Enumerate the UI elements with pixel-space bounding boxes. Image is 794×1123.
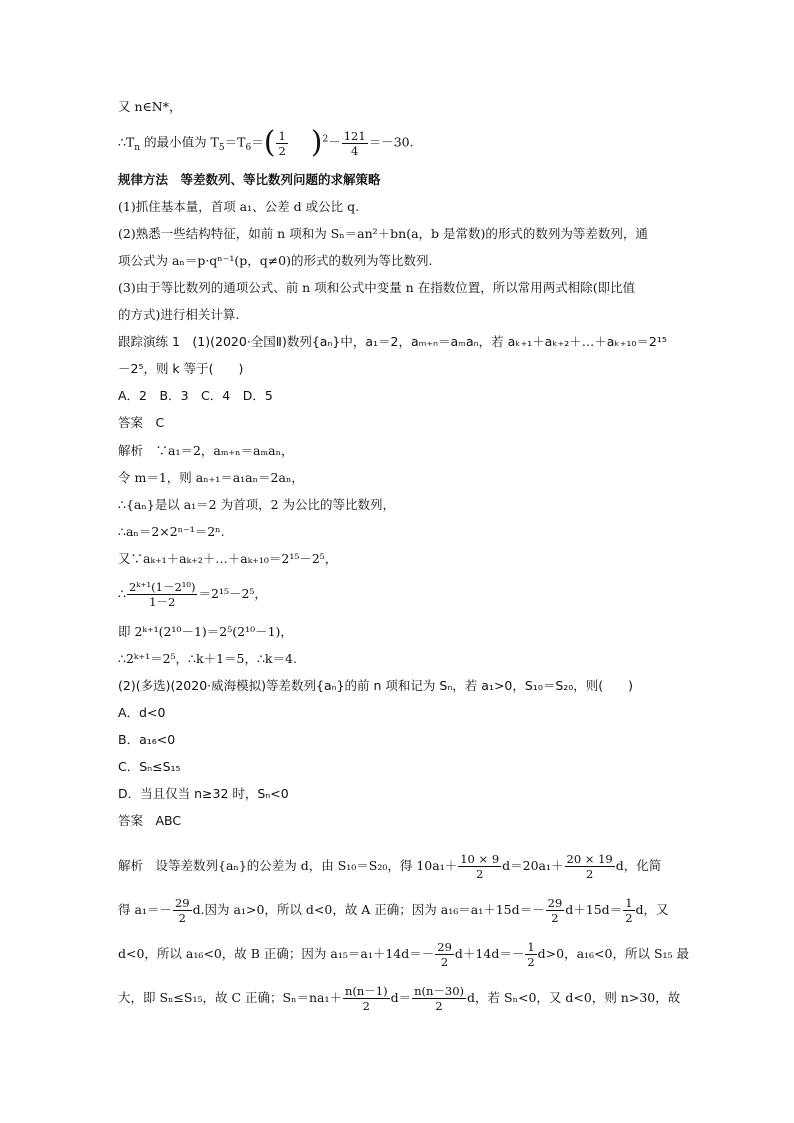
text-segment: ＝－30. <box>368 134 414 150</box>
denominator: 2 <box>278 143 286 158</box>
fraction <box>343 984 390 1013</box>
text-segment: d＝ <box>390 990 412 1005</box>
numerator: 1 <box>625 896 633 910</box>
numerator: 1 <box>527 940 535 954</box>
question-line: (2)(多选)(2020·威海模拟)等差数列{aₙ}的前 n 项和记为 Sₙ，若 a₁>0，S₁₀＝S₂₀，则( ) <box>118 678 634 693</box>
denominator: 2 <box>585 867 594 881</box>
numerator: 29 <box>437 940 452 954</box>
text-segment: 得 a₁＝－ <box>118 902 172 917</box>
text-segment: d，又 <box>635 902 669 917</box>
solution-line <box>118 940 689 969</box>
text-segment: 的最小值为 T <box>140 134 219 150</box>
text-segment: 6 <box>245 143 252 153</box>
fraction <box>623 896 634 925</box>
paren-close: ) <box>310 125 323 160</box>
option-c: C．Sₙ≤S₁₅ <box>118 759 181 774</box>
text-line: (1)抓住基本量，首项 a₁、公差 d 或公比 q. <box>118 199 360 214</box>
answer-line: 答案 C <box>118 415 165 430</box>
text-segment: d，化简 <box>615 858 662 873</box>
text-segment: 大，即 Sₙ≤S₁₅，故 C 正确；Sₙ＝na₁＋ <box>118 990 342 1005</box>
min-value-line <box>118 125 414 160</box>
text-line: ∴aₙ＝2×2ⁿ⁻¹＝2ⁿ. <box>118 524 225 539</box>
answer-line: 答案 ABC <box>118 813 182 828</box>
text-segment: n <box>134 143 141 153</box>
denominator: 1－2 <box>149 595 176 609</box>
text-segment: d<0，所以 a₁₆<0，故 B 正确；因为 a₁₅＝a₁＋14d＝－ <box>118 946 435 961</box>
numerator: 29 <box>547 896 563 910</box>
text-segment: d＋15d＝ <box>565 902 623 917</box>
fraction <box>546 896 565 925</box>
fraction <box>127 580 198 609</box>
geo-sum-line <box>118 580 267 609</box>
fraction <box>565 852 615 881</box>
fraction <box>342 129 368 158</box>
text-segment: ∴ <box>118 586 126 601</box>
text-segment: 解析 设等差数列{aₙ}的公差为 d，由 S₁₀＝S₂₀，得 10a₁＋ <box>118 858 458 873</box>
numerator: n(n－30) <box>414 984 465 998</box>
text-line: 又∵aₖ₊₁＋aₖ₊₂＋…＋aₖ₊₁₀＝2¹⁵－2⁵， <box>118 551 338 566</box>
solution-line <box>118 896 669 925</box>
text-line: (3)由于等比数列的通项公式、前 n 项和公式中变量 n 在指数位置，所以常用两式相除(即比值 <box>118 280 636 295</box>
text-line: 项公式为 aₙ＝p·qⁿ⁻¹(p，q≠0)的形式的数列为等比数列. <box>118 253 433 268</box>
denominator: 4 <box>351 143 359 158</box>
text-line: ∴{aₙ}是以 a₁＝2 为首项，2 为公比的等比数列， <box>118 497 396 512</box>
denominator: 2 <box>440 955 449 969</box>
denominator: 2 <box>362 999 370 1013</box>
numerator: 121 <box>343 128 366 143</box>
text-segment: d＝20a₁＋ <box>502 858 564 873</box>
denominator: 2 <box>527 955 535 969</box>
numerator: 20 × 19 <box>566 852 613 866</box>
numerator: 1 <box>278 128 286 143</box>
fraction <box>276 129 287 158</box>
text-line: 又 n∈N*， <box>118 99 182 114</box>
option-a: A．d<0 <box>118 705 166 720</box>
numerator: 29 <box>174 896 190 910</box>
text-line: 的方式)进行相关计算. <box>118 307 240 322</box>
option-d: D．当且仅当 n≥32 时，Sₙ<0 <box>118 786 289 801</box>
solution-line <box>118 852 661 881</box>
text-line: 即 2ᵏ⁺¹(2¹⁰－1)＝2⁵(2¹⁰－1)， <box>118 624 293 639</box>
text-segment: ∴T <box>118 134 135 150</box>
text-segment: ＝ <box>251 134 264 150</box>
option-b: B．a₁₆<0 <box>118 732 176 747</box>
denominator: 2 <box>435 999 443 1013</box>
exercise-heading: 跟踪演练 1 (1)(2020·全国Ⅱ)数列{aₙ}中，a₁＝2，aₘ₊ₙ＝aₘaₙ，若 aₖ₊₁＋aₖ₊₂＋…＋aₖ₊₁₀＝2¹⁵ <box>118 334 667 349</box>
paren-open: ( <box>263 125 276 160</box>
numerator: 10 × 9 <box>460 852 500 866</box>
denominator: 2 <box>625 911 633 925</box>
text-line: 令 m＝1，则 aₙ₊₁＝a₁aₙ＝2aₙ， <box>118 470 304 485</box>
text-line: 解析 ∵a₁＝2，aₘ₊ₙ＝aₘaₙ， <box>118 443 294 458</box>
text-segment: ＝T <box>224 134 246 150</box>
text-segment: 2 <box>322 134 329 145</box>
solution-line <box>118 984 680 1013</box>
section-heading: 规律方法 等差数列、等比数列问题的求解策略 <box>118 172 381 187</box>
text-line: －2⁵，则 k 等于( ) <box>118 361 244 376</box>
text-segment: － <box>328 134 341 150</box>
numerator: 2ᵏ⁺¹(1－2¹⁰) <box>128 580 196 594</box>
text-segment: d，若 Sₙ<0，又 d<0，则 n>30，故 <box>467 990 681 1005</box>
denominator: 2 <box>551 911 559 925</box>
fraction <box>173 896 192 925</box>
text-segment: d＋14d＝－ <box>454 946 525 961</box>
text-segment: 5 <box>218 143 225 153</box>
numerator: n(n－1) <box>345 984 388 998</box>
fraction <box>412 984 466 1013</box>
fraction <box>435 940 454 969</box>
text-line: ∴2ᵏ⁺¹＝2⁵，∴k＋1＝5，∴k＝4. <box>118 651 297 666</box>
options-line: A．2 B．3 C．4 D．5 <box>118 388 273 403</box>
denominator: 2 <box>476 867 484 881</box>
text-segment: d>0，a₁₆<0，所以 S₁₅ 最 <box>537 946 690 961</box>
fraction <box>525 940 536 969</box>
fraction <box>458 852 501 881</box>
text-segment: d.因为 a₁>0，所以 d<0，故 A 正确；因为 a₁₆＝a₁＋15d＝－ <box>192 902 545 917</box>
text-line: (2)熟悉一些结构特征，如前 n 项和为 Sₙ＝an²＋bn(a，b 是常数)的形式的数列为等差数列，通 <box>118 226 648 241</box>
denominator: 2 <box>178 911 186 925</box>
text-segment: ＝2¹⁵－2⁵， <box>198 586 267 601</box>
